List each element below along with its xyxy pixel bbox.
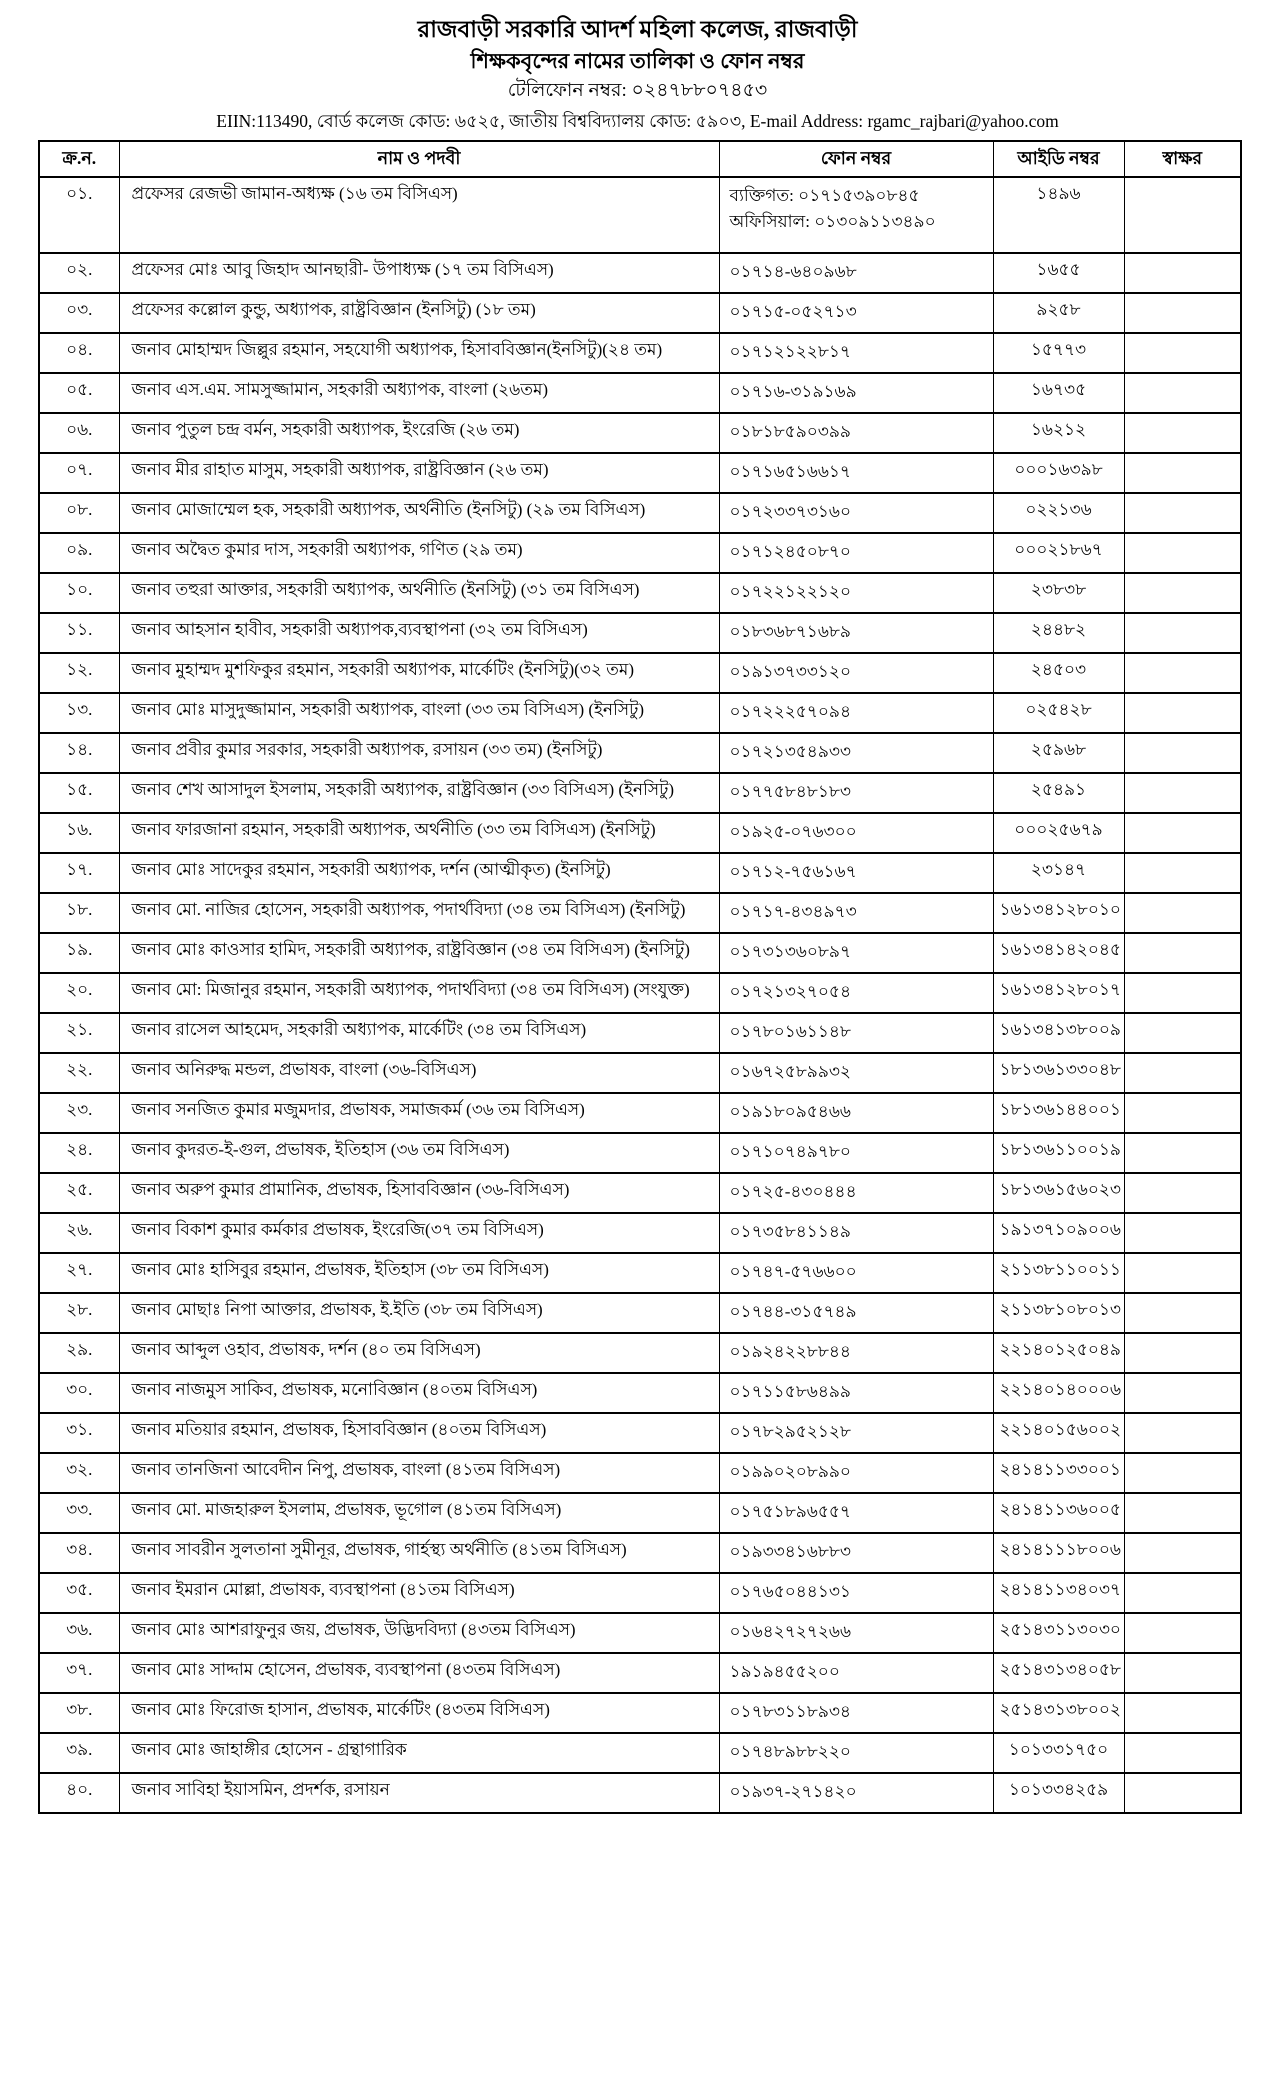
column-header-phone: ফোন নম্বর xyxy=(719,141,993,177)
phone-cell xyxy=(719,413,993,453)
serial-cell: ২৭. xyxy=(39,1253,119,1293)
serial-cell: ১০. xyxy=(39,573,119,613)
id-cell: ১৪৯৬ xyxy=(993,177,1124,253)
phone-line: ০১৯৩৭-২৭১৪২০ xyxy=(729,1782,857,1802)
table-row xyxy=(39,333,1241,373)
phone-line: অফিসিয়াল: ০১৩০৯১১৩৪৯০ xyxy=(729,212,936,232)
serial-cell: ১৩. xyxy=(39,693,119,733)
name-cell: জনাব শেখ আসাদুল ইসলাম, সহকারী অধ্যাপক, রাষ্ট্রবিজ্ঞান (৩৩ বিসিএস) (ইনসিটু) xyxy=(119,773,719,813)
signature-cell xyxy=(1124,773,1241,813)
id-cell: ১৬৫৫ xyxy=(993,253,1124,293)
signature-cell xyxy=(1124,493,1241,533)
phone-line: ০১৯৯০২০৮৯৯০ xyxy=(729,1462,851,1482)
column-header-name: নাম ও পদবী xyxy=(119,141,719,177)
phone-cell xyxy=(719,1613,993,1653)
signature-cell xyxy=(1124,1693,1241,1733)
phone-line: ০১৭১৬৫১৬৬১৭ xyxy=(729,462,851,482)
signature-cell xyxy=(1124,613,1241,653)
phone-cell xyxy=(719,773,993,813)
id-cell: ১৮১৩৬১১০০১৯ xyxy=(993,1133,1124,1173)
serial-cell: ২৬. xyxy=(39,1213,119,1253)
signature-cell xyxy=(1124,373,1241,413)
table-row xyxy=(39,933,1241,973)
id-cell: ২২১৪০১২৫০৪৯ xyxy=(993,1333,1124,1373)
id-cell: ১৮১৩৬১৩৩০৪৮ xyxy=(993,1053,1124,1093)
phone-cell xyxy=(719,1533,993,1573)
id-cell: ১৬১৩৪১২৮০১০ xyxy=(993,893,1124,933)
signature-cell xyxy=(1124,1493,1241,1533)
id-cell: ১৬৭৩৫ xyxy=(993,373,1124,413)
phone-cell xyxy=(719,1333,993,1373)
name-cell: জনাব পুতুল চন্দ্র বর্মন, সহকারী অধ্যাপক, ইংরেজি (২৬ তম) xyxy=(119,413,719,453)
name-cell: জনাব অরুপ কুমার প্রামানিক, প্রভাষক, হিসাববিজ্ঞান (৩৬-বিসিএস) xyxy=(119,1173,719,1213)
id-cell: ০২৫৪২৮ xyxy=(993,693,1124,733)
serial-cell: ৩৯. xyxy=(39,1733,119,1773)
table-row xyxy=(39,1093,1241,1133)
phone-line: ০১৭২১৩৫৪৯৩৩ xyxy=(729,742,851,762)
name-cell: জনাব অদ্বৈত কুমার দাস, সহকারী অধ্যাপক, গণিত (২৯ তম) xyxy=(119,533,719,573)
college-name: রাজবাড়ী সরকারি আদর্শ মহিলা কলেজ, রাজবাড়ী xyxy=(417,17,858,42)
serial-cell: ৪০. xyxy=(39,1773,119,1813)
serial-cell: ১২. xyxy=(39,653,119,693)
table-row xyxy=(39,1293,1241,1333)
id-cell: ২৪১৪১১৩৬০০৫ xyxy=(993,1493,1124,1533)
serial-cell: ৩৪. xyxy=(39,1533,119,1573)
name-cell: জনাব তহুরা আক্তার, সহকারী অধ্যাপক, অর্থনীতি (ইনসিটু) (৩১ তম বিসিএস) xyxy=(119,573,719,613)
signature-cell xyxy=(1124,653,1241,693)
signature-cell xyxy=(1124,253,1241,293)
phone-cell xyxy=(719,853,993,893)
phone-cell xyxy=(719,933,993,973)
phone-line: ০১৭২১৩২৭০৫৪ xyxy=(729,982,851,1002)
signature-cell xyxy=(1124,1373,1241,1413)
id-cell: ১৬১৩৪১২৮০১৭ xyxy=(993,973,1124,1013)
signature-cell xyxy=(1124,1613,1241,1653)
phone-line: ০১৯১৮০৯৫৪৬৬ xyxy=(729,1102,851,1122)
id-cell: ১৮১৩৬১৫৬০২৩ xyxy=(993,1173,1124,1213)
column-header-id: আইডি নম্বর xyxy=(993,141,1124,177)
signature-cell xyxy=(1124,1413,1241,1453)
name-cell: জনাব মো. নাজির হোসেন, সহকারী অধ্যাপক, পদার্থবিদ্যা (৩৪ তম বিসিএস) (ইনসিটু) xyxy=(119,893,719,933)
id-cell: ২৪১৪১১৩৩০০১ xyxy=(993,1453,1124,1493)
id-cell: ২৪৫০৩ xyxy=(993,653,1124,693)
name-cell: প্রফেসর মোঃ আবু জিহাদ আনছারী- উপাধ্যক্ষ (১৭ তম বিসিএস) xyxy=(119,253,719,293)
serial-cell: ২১. xyxy=(39,1013,119,1053)
phone-line: ০১৭২৩৩৭৩১৬০ xyxy=(729,502,852,522)
signature-cell xyxy=(1124,893,1241,933)
name-cell: জনাব সাবরীন সুলতানা সুমীনূর, প্রভাষক, গার্হস্থ্য অর্থনীতি (৪১তম বিসিএস) xyxy=(119,1533,719,1573)
phone-cell xyxy=(719,573,993,613)
phone-cell xyxy=(719,293,993,333)
table-row xyxy=(39,493,1241,533)
phone-line: ০১৭১৬-৩১৯১৬৯ xyxy=(729,382,857,402)
serial-cell: ০৫. xyxy=(39,373,119,413)
table-row xyxy=(39,1613,1241,1653)
phone-line: ০১৭১২-৭৫৬১৬৭ xyxy=(729,862,857,882)
table-row xyxy=(39,1693,1241,1733)
table-row xyxy=(39,733,1241,773)
id-cell: ২২১৪০১৫৬০০২ xyxy=(993,1413,1124,1453)
table-row xyxy=(39,1333,1241,1373)
phone-line: ০১৭৮২৯৫২১২৮ xyxy=(729,1422,851,1442)
name-cell: জনাব মোঃ জাহাঙ্গীর হোসেন - গ্রন্থাগারিক xyxy=(119,1733,719,1773)
id-cell: ০০০২১৮৬৭ xyxy=(993,533,1124,573)
name-cell: জনাব মোঃ মাসুদুজ্জামান, সহকারী অধ্যাপক, বাংলা (৩৩ তম বিসিএস) (ইনসিটু) xyxy=(119,693,719,733)
signature-cell xyxy=(1124,1253,1241,1293)
phone-line: ০১৭৩১৩৬০৮৯৭ xyxy=(729,942,851,962)
signature-cell xyxy=(1124,973,1241,1013)
table-row xyxy=(39,973,1241,1013)
table-row xyxy=(39,453,1241,493)
signature-cell xyxy=(1124,573,1241,613)
signature-cell xyxy=(1124,733,1241,773)
phone-cell xyxy=(719,693,993,733)
table-row xyxy=(39,1493,1241,1533)
table-row xyxy=(39,177,1241,253)
phone-line: ০১৭৪৮৯৮৮২২০ xyxy=(729,1742,851,1762)
phone-line: ০১৮১৮৫৯০৩৯৯ xyxy=(729,422,851,442)
table-row xyxy=(39,373,1241,413)
signature-cell xyxy=(1124,293,1241,333)
id-cell: ২৫১৪৩১৩৮০০২ xyxy=(993,1693,1124,1733)
telephone-line: টেলিফোন নম্বর: ০২৪৭৮৮০৭৪৫৩ xyxy=(507,80,768,102)
table-row xyxy=(39,413,1241,453)
serial-cell: ২৯. xyxy=(39,1333,119,1373)
id-cell: ১৮১৩৬১৪৪০০১ xyxy=(993,1093,1124,1133)
document-header xyxy=(0,16,1275,132)
id-cell: ২৫৯৬৮ xyxy=(993,733,1124,773)
table-row xyxy=(39,253,1241,293)
id-cell: ০২২১৩৬ xyxy=(993,493,1124,533)
phone-line: ০১৭২২১২২১২০ xyxy=(729,582,852,602)
id-cell: ২১১৩৮১১০০১১ xyxy=(993,1253,1124,1293)
table-row xyxy=(39,1013,1241,1053)
table-body xyxy=(39,177,1241,1813)
signature-cell xyxy=(1124,1093,1241,1133)
name-cell: জনাব মোজাম্মেল হক, সহকারী অধ্যাপক, অর্থনীতি (ইনসিটু) (২৯ তম বিসিএস) xyxy=(119,493,719,533)
name-cell: জনাব মোছাঃ নিপা আক্তার, প্রভাষক, ই.ইতি (৩৮ তম বিসিএস) xyxy=(119,1293,719,1333)
phone-line: ০১৭১৪-৬৪০৯৬৮ xyxy=(729,262,857,282)
serial-cell: ০১. xyxy=(39,177,119,253)
id-cell: ১৯১৩৭১০৯০০৬ xyxy=(993,1213,1124,1253)
phone-cell xyxy=(719,1013,993,1053)
name-cell: জনাব অনিরুদ্ধ মন্ডল, প্রভাষক, বাংলা (৩৬-বিসিএস) xyxy=(119,1053,719,1093)
id-cell: ০০০১৬৩৯৮ xyxy=(993,453,1124,493)
signature-cell xyxy=(1124,1573,1241,1613)
phone-cell xyxy=(719,253,993,293)
table-row xyxy=(39,1253,1241,1293)
signature-cell xyxy=(1124,1533,1241,1573)
signature-cell xyxy=(1124,693,1241,733)
serial-cell: ১৯. xyxy=(39,933,119,973)
table-row xyxy=(39,533,1241,573)
signature-cell xyxy=(1124,333,1241,373)
table-row xyxy=(39,1733,1241,1773)
id-cell: ১৬২১২ xyxy=(993,413,1124,453)
signature-cell xyxy=(1124,933,1241,973)
table-row xyxy=(39,1533,1241,1573)
serial-cell: ০৬. xyxy=(39,413,119,453)
signature-cell xyxy=(1124,1653,1241,1693)
phone-line: ১৯১৯৪৫৫২০০ xyxy=(729,1662,840,1682)
id-cell: ১০১৩৩৪২৫৯ xyxy=(993,1773,1124,1813)
serial-cell: ১১. xyxy=(39,613,119,653)
serial-cell: ০৭. xyxy=(39,453,119,493)
phone-line: ০১৭১১৫৮৬৪৯৯ xyxy=(729,1382,851,1402)
phone-cell xyxy=(719,1093,993,1133)
name-cell: জনাব মোঃ সাদেকুর রহমান, সহকারী অধ্যাপক, দর্শন (আত্মীকৃত) (ইনসিটু) xyxy=(119,853,719,893)
phone-line: ০১৭১০৭৪৯৭৮০ xyxy=(729,1142,851,1162)
table-row xyxy=(39,1653,1241,1693)
phone-cell xyxy=(719,533,993,573)
name-cell: প্রফেসর রেজভী জামান-অধ্যক্ষ (১৬ তম বিসিএস) xyxy=(119,177,719,253)
serial-cell: ১৬. xyxy=(39,813,119,853)
id-cell: ২৩১৪৭ xyxy=(993,853,1124,893)
serial-cell: ৩২. xyxy=(39,1453,119,1493)
id-cell: ২৫১৪৩১৩৪০৫৮ xyxy=(993,1653,1124,1693)
name-cell: জনাব মীর রাহাত মাসুম, সহকারী অধ্যাপক, রাষ্ট্রবিজ্ঞান (২৬ তম) xyxy=(119,453,719,493)
table-row xyxy=(39,1213,1241,1253)
signature-cell xyxy=(1124,1013,1241,1053)
serial-cell: ১৮. xyxy=(39,893,119,933)
table-row xyxy=(39,813,1241,853)
name-cell: জনাব মুহাম্মদ মুশফিকুর রহমান, সহকারী অধ্যাপক, মার্কেটিং (ইনসিটু)(৩২ তম) xyxy=(119,653,719,693)
phone-cell xyxy=(719,177,993,253)
phone-line: ০১৭৮০১৬১১৪৮ xyxy=(729,1022,851,1042)
table-row xyxy=(39,573,1241,613)
signature-cell xyxy=(1124,1053,1241,1093)
name-cell: জনাব রাসেল আহমেদ, সহকারী অধ্যাপক, মার্কেটিং (৩৪ তম বিসিএস) xyxy=(119,1013,719,1053)
phone-cell xyxy=(719,653,993,693)
phone-line: ০১৬৭২৫৮৯৯৩২ xyxy=(729,1062,851,1082)
table-row xyxy=(39,1453,1241,1493)
phone-line: ০১৯২৪২২৮৮৪৪ xyxy=(729,1342,851,1362)
phone-cell xyxy=(719,1373,993,1413)
signature-cell xyxy=(1124,413,1241,453)
id-cell: ২৪৪৮২ xyxy=(993,613,1124,653)
phone-cell xyxy=(719,1453,993,1493)
name-cell: জনাব প্রবীর কুমার সরকার, সহকারী অধ্যাপক, রসায়ন (৩৩ তম) (ইনসিটু) xyxy=(119,733,719,773)
serial-cell: ১৫. xyxy=(39,773,119,813)
phone-line: ০১৯১৩৭৩৩১২০ xyxy=(729,662,851,682)
id-cell: ১৬১৩৪১৩৮০০৯ xyxy=(993,1013,1124,1053)
name-cell: জনাব মোঃ আশরাফুনুর জয়, প্রভাষক, উদ্ভিদবিদ্যা (৪৩তম বিসিএস) xyxy=(119,1613,719,1653)
phone-line: ০১৭১২১২২৮১৭ xyxy=(729,342,851,362)
name-cell: জনাব মোঃ সাদ্দাম হোসেন, প্রভাষক, ব্যবস্থাপনা (৪৩তম বিসিএস) xyxy=(119,1653,719,1693)
signature-cell xyxy=(1124,177,1241,253)
phone-cell xyxy=(719,733,993,773)
table-row xyxy=(39,1173,1241,1213)
table-row xyxy=(39,1373,1241,1413)
phone-cell xyxy=(719,1493,993,1533)
phone-line: ০১৬৪২৭২৭২৬৬ xyxy=(729,1622,852,1642)
phone-line: ০১৭৬৫০৪৪১৩১ xyxy=(729,1582,851,1602)
id-cell: ২৩৮৩৮ xyxy=(993,573,1124,613)
name-cell: জনাব সনজিত কুমার মজুমদার, প্রভাষক, সমাজকর্ম (৩৬ তম বিসিএস) xyxy=(119,1093,719,1133)
name-cell: জনাব এস.এম. সামসুজ্জামান, সহকারী অধ্যাপক, বাংলা (২৬তম) xyxy=(119,373,719,413)
phone-cell xyxy=(719,373,993,413)
id-cell: ২৫৪৯১ xyxy=(993,773,1124,813)
table-row xyxy=(39,293,1241,333)
signature-cell xyxy=(1124,1293,1241,1333)
name-cell: জনাব মো: মিজানুর রহমান, সহকারী অধ্যাপক, পদার্থবিদ্যা (৩৪ তম বিসিএস) (সংযুক্ত) xyxy=(119,973,719,1013)
phone-line: ০১৭৪৭-৫৭৬৬০০ xyxy=(729,1262,857,1282)
serial-cell: ৩১. xyxy=(39,1413,119,1453)
id-cell: ২১১৩৮১০৮০১৩ xyxy=(993,1293,1124,1333)
name-cell: জনাব সাবিহা ইয়াসমিন, প্রদর্শক, রসায়ন xyxy=(119,1773,719,1813)
id-cell: ১০১৩৩১৭৫০ xyxy=(993,1733,1124,1773)
id-cell: ২৪১৪১১১৮০০৬ xyxy=(993,1533,1124,1573)
phone-cell xyxy=(719,493,993,533)
table-row xyxy=(39,1413,1241,1453)
column-header-serial: ক্র.ন. xyxy=(39,141,119,177)
phone-cell xyxy=(719,1053,993,1093)
phone-line: ০১৭১২৪৫০৮৭০ xyxy=(729,542,851,562)
column-header-signature: স্বাক্ষর xyxy=(1124,141,1241,177)
table-row xyxy=(39,1053,1241,1093)
phone-line: ০১৭৫১৮৯৬৫৫৭ xyxy=(729,1502,851,1522)
phone-cell xyxy=(719,1133,993,1173)
serial-cell: ২৫. xyxy=(39,1173,119,1213)
table-row xyxy=(39,653,1241,693)
serial-cell: ৩৩. xyxy=(39,1493,119,1533)
phone-cell xyxy=(719,813,993,853)
table-header-row xyxy=(39,141,1241,177)
table-row xyxy=(39,773,1241,813)
serial-cell: ২২. xyxy=(39,1053,119,1093)
table-row xyxy=(39,1133,1241,1173)
document-title: শিক্ষকবৃন্দের নামের তালিকা ও ফোন নম্বর xyxy=(470,48,805,73)
id-cell: ২৫১৪৩১১৩০৩০ xyxy=(993,1613,1124,1653)
teacher-table xyxy=(38,140,1242,1814)
name-cell: জনাব তানজিনা আবেদীন নিপু, প্রভাষক, বাংলা (৪১তম বিসিএস) xyxy=(119,1453,719,1493)
phone-cell xyxy=(719,333,993,373)
id-cell: ৯২৫৮ xyxy=(993,293,1124,333)
serial-cell: ১৪. xyxy=(39,733,119,773)
serial-cell: ১৭. xyxy=(39,853,119,893)
serial-cell: ৩৮. xyxy=(39,1693,119,1733)
name-cell: জনাব আহসান হাবীব, সহকারী অধ্যাপক,ব্যবস্থাপনা (৩২ তম বিসিএস) xyxy=(119,613,719,653)
serial-cell: ০৯. xyxy=(39,533,119,573)
phone-cell xyxy=(719,1413,993,1453)
serial-cell: ০৩. xyxy=(39,293,119,333)
phone-line: ০১৭২৫-৪৩০৪৪৪ xyxy=(729,1182,857,1202)
serial-cell: ২৮. xyxy=(39,1293,119,1333)
signature-cell xyxy=(1124,533,1241,573)
phone-line: ০১৭১৫-০৫২৭১৩ xyxy=(729,302,857,322)
phone-line: ০১৯২৫-০৭৬৩০০ xyxy=(729,822,857,842)
phone-cell xyxy=(719,1653,993,1693)
name-cell: জনাব আব্দুল ওহাব, প্রভাষক, দর্শন (৪০ তম বিসিএস) xyxy=(119,1333,719,1373)
table-row xyxy=(39,1773,1241,1813)
phone-cell xyxy=(719,1173,993,1213)
signature-cell xyxy=(1124,453,1241,493)
phone-line: ০১৭৮৩১১৮৯৩৪ xyxy=(729,1702,851,1722)
phone-cell xyxy=(719,893,993,933)
phone-line: ০১৭১৭-৪৩৪৯৭৩ xyxy=(729,902,857,922)
name-cell: জনাব মো. মাজহারুল ইসলাম, প্রভাষক, ভূগোল (৪১তম বিসিএস) xyxy=(119,1493,719,1533)
name-cell: জনাব নাজমুস সাকিব, প্রভাষক, মনোবিজ্ঞান (৪০তম বিসিএস) xyxy=(119,1373,719,1413)
phone-cell xyxy=(719,613,993,653)
phone-cell xyxy=(719,1773,993,1813)
signature-cell xyxy=(1124,1173,1241,1213)
serial-cell: ৩৬. xyxy=(39,1613,119,1653)
serial-cell: ২৪. xyxy=(39,1133,119,1173)
signature-cell xyxy=(1124,813,1241,853)
phone-line: ০১৭৪৪-৩১৫৭৪৯ xyxy=(729,1302,857,1322)
table-row xyxy=(39,1573,1241,1613)
phone-cell xyxy=(719,1293,993,1333)
signature-cell xyxy=(1124,1213,1241,1253)
phone-cell xyxy=(719,1693,993,1733)
phone-line: ০১৭৭৫৮৪৮১৮৩ xyxy=(729,782,851,802)
name-cell: জনাব মোঃ ফিরোজ হাসান, প্রভাষক, মার্কেটিং (৪৩তম বিসিএস) xyxy=(119,1693,719,1733)
serial-cell: ০৮. xyxy=(39,493,119,533)
name-cell: জনাব মোঃ কাওসার হামিদ, সহকারী অধ্যাপক, রাষ্ট্রবিজ্ঞান (৩৪ তম বিসিএস) (ইনসিটু) xyxy=(119,933,719,973)
id-cell: ২৪১৪১১৩৪০৩৭ xyxy=(993,1573,1124,1613)
phone-line: ০১৯৩৩৪১৬৮৮৩ xyxy=(729,1542,851,1562)
phone-cell xyxy=(719,1253,993,1293)
serial-cell: ৩৭. xyxy=(39,1653,119,1693)
serial-cell: ৩৫. xyxy=(39,1573,119,1613)
phone-line: ০১৭২২২৫৭০৯৪ xyxy=(729,702,851,722)
signature-cell xyxy=(1124,1333,1241,1373)
phone-line: ব্যক্তিগত: ০১৭১৫৩৯০৮৪৫ xyxy=(729,186,920,206)
phone-cell xyxy=(719,1213,993,1253)
table-row xyxy=(39,893,1241,933)
signature-cell xyxy=(1124,853,1241,893)
name-cell: জনাব বিকাশ কুমার কর্মকার প্রভাষক, ইংরেজি(৩৭ তম বিসিএস) xyxy=(119,1213,719,1253)
id-cell: ২২১৪০১৪০০০৬ xyxy=(993,1373,1124,1413)
table-row xyxy=(39,853,1241,893)
name-cell: জনাব মোঃ হাসিবুর রহমান, প্রভাষক, ইতিহাস (৩৮ তম বিসিএস) xyxy=(119,1253,719,1293)
serial-cell: ২৩. xyxy=(39,1093,119,1133)
table-row xyxy=(39,613,1241,653)
id-cell: ১৬১৩৪১৪২০৪৫ xyxy=(993,933,1124,973)
phone-cell xyxy=(719,453,993,493)
name-cell: জনাব ইমরান মোল্লা, প্রভাষক, ব্যবস্থাপনা (৪১তম বিসিএস) xyxy=(119,1573,719,1613)
name-cell: জনাব ফারজানা রহমান, সহকারী অধ্যাপক, অর্থনীতি (৩৩ তম বিসিএস) (ইনসিটু) xyxy=(119,813,719,853)
phone-cell xyxy=(719,1733,993,1773)
phone-line: ০১৮৩৬৮৭১৬৮৯ xyxy=(729,622,851,642)
serial-cell: ০৪. xyxy=(39,333,119,373)
serial-cell: ০২. xyxy=(39,253,119,293)
id-cell: ১৫৭৭৩ xyxy=(993,333,1124,373)
serial-cell: ৩০. xyxy=(39,1373,119,1413)
name-cell: জনাব মতিয়ার রহমান, প্রভাষক, হিসাববিজ্ঞান (৪০তম বিসিএস) xyxy=(119,1413,719,1453)
name-cell: জনাব মোহাম্মদ জিল্লুর রহমান, সহযোগী অধ্যাপক, হিসাববিজ্ঞান(ইনসিটু)(২৪ তম) xyxy=(119,333,719,373)
signature-cell xyxy=(1124,1733,1241,1773)
phone-cell xyxy=(719,1573,993,1613)
eiin-email-line: EIIN:113490, বোর্ড কলেজ কোড: ৬৫২৫, জাতীয় বিশ্ববিদ্যালয় কোড: ৫৯০৩, E-mail Address: rgamc_rajbari@yahoo.com xyxy=(216,110,1059,131)
name-cell: জনাব কুদরত-ই-গুল, প্রভাষক, ইতিহাস (৩৬ তম বিসিএস) xyxy=(119,1133,719,1173)
phone-cell xyxy=(719,973,993,1013)
phone-line: ০১৭৩৫৮৪১১৪৯ xyxy=(729,1222,851,1242)
id-cell: ০০০২৫৬৭৯ xyxy=(993,813,1124,853)
signature-cell xyxy=(1124,1453,1241,1493)
serial-cell: ২০. xyxy=(39,973,119,1013)
signature-cell xyxy=(1124,1133,1241,1173)
name-cell: প্রফেসর কল্লোল কুন্ডু, অধ্যাপক, রাষ্ট্রবিজ্ঞান (ইনসিটু) (১৮ তম) xyxy=(119,293,719,333)
table-row xyxy=(39,693,1241,733)
signature-cell xyxy=(1124,1773,1241,1813)
